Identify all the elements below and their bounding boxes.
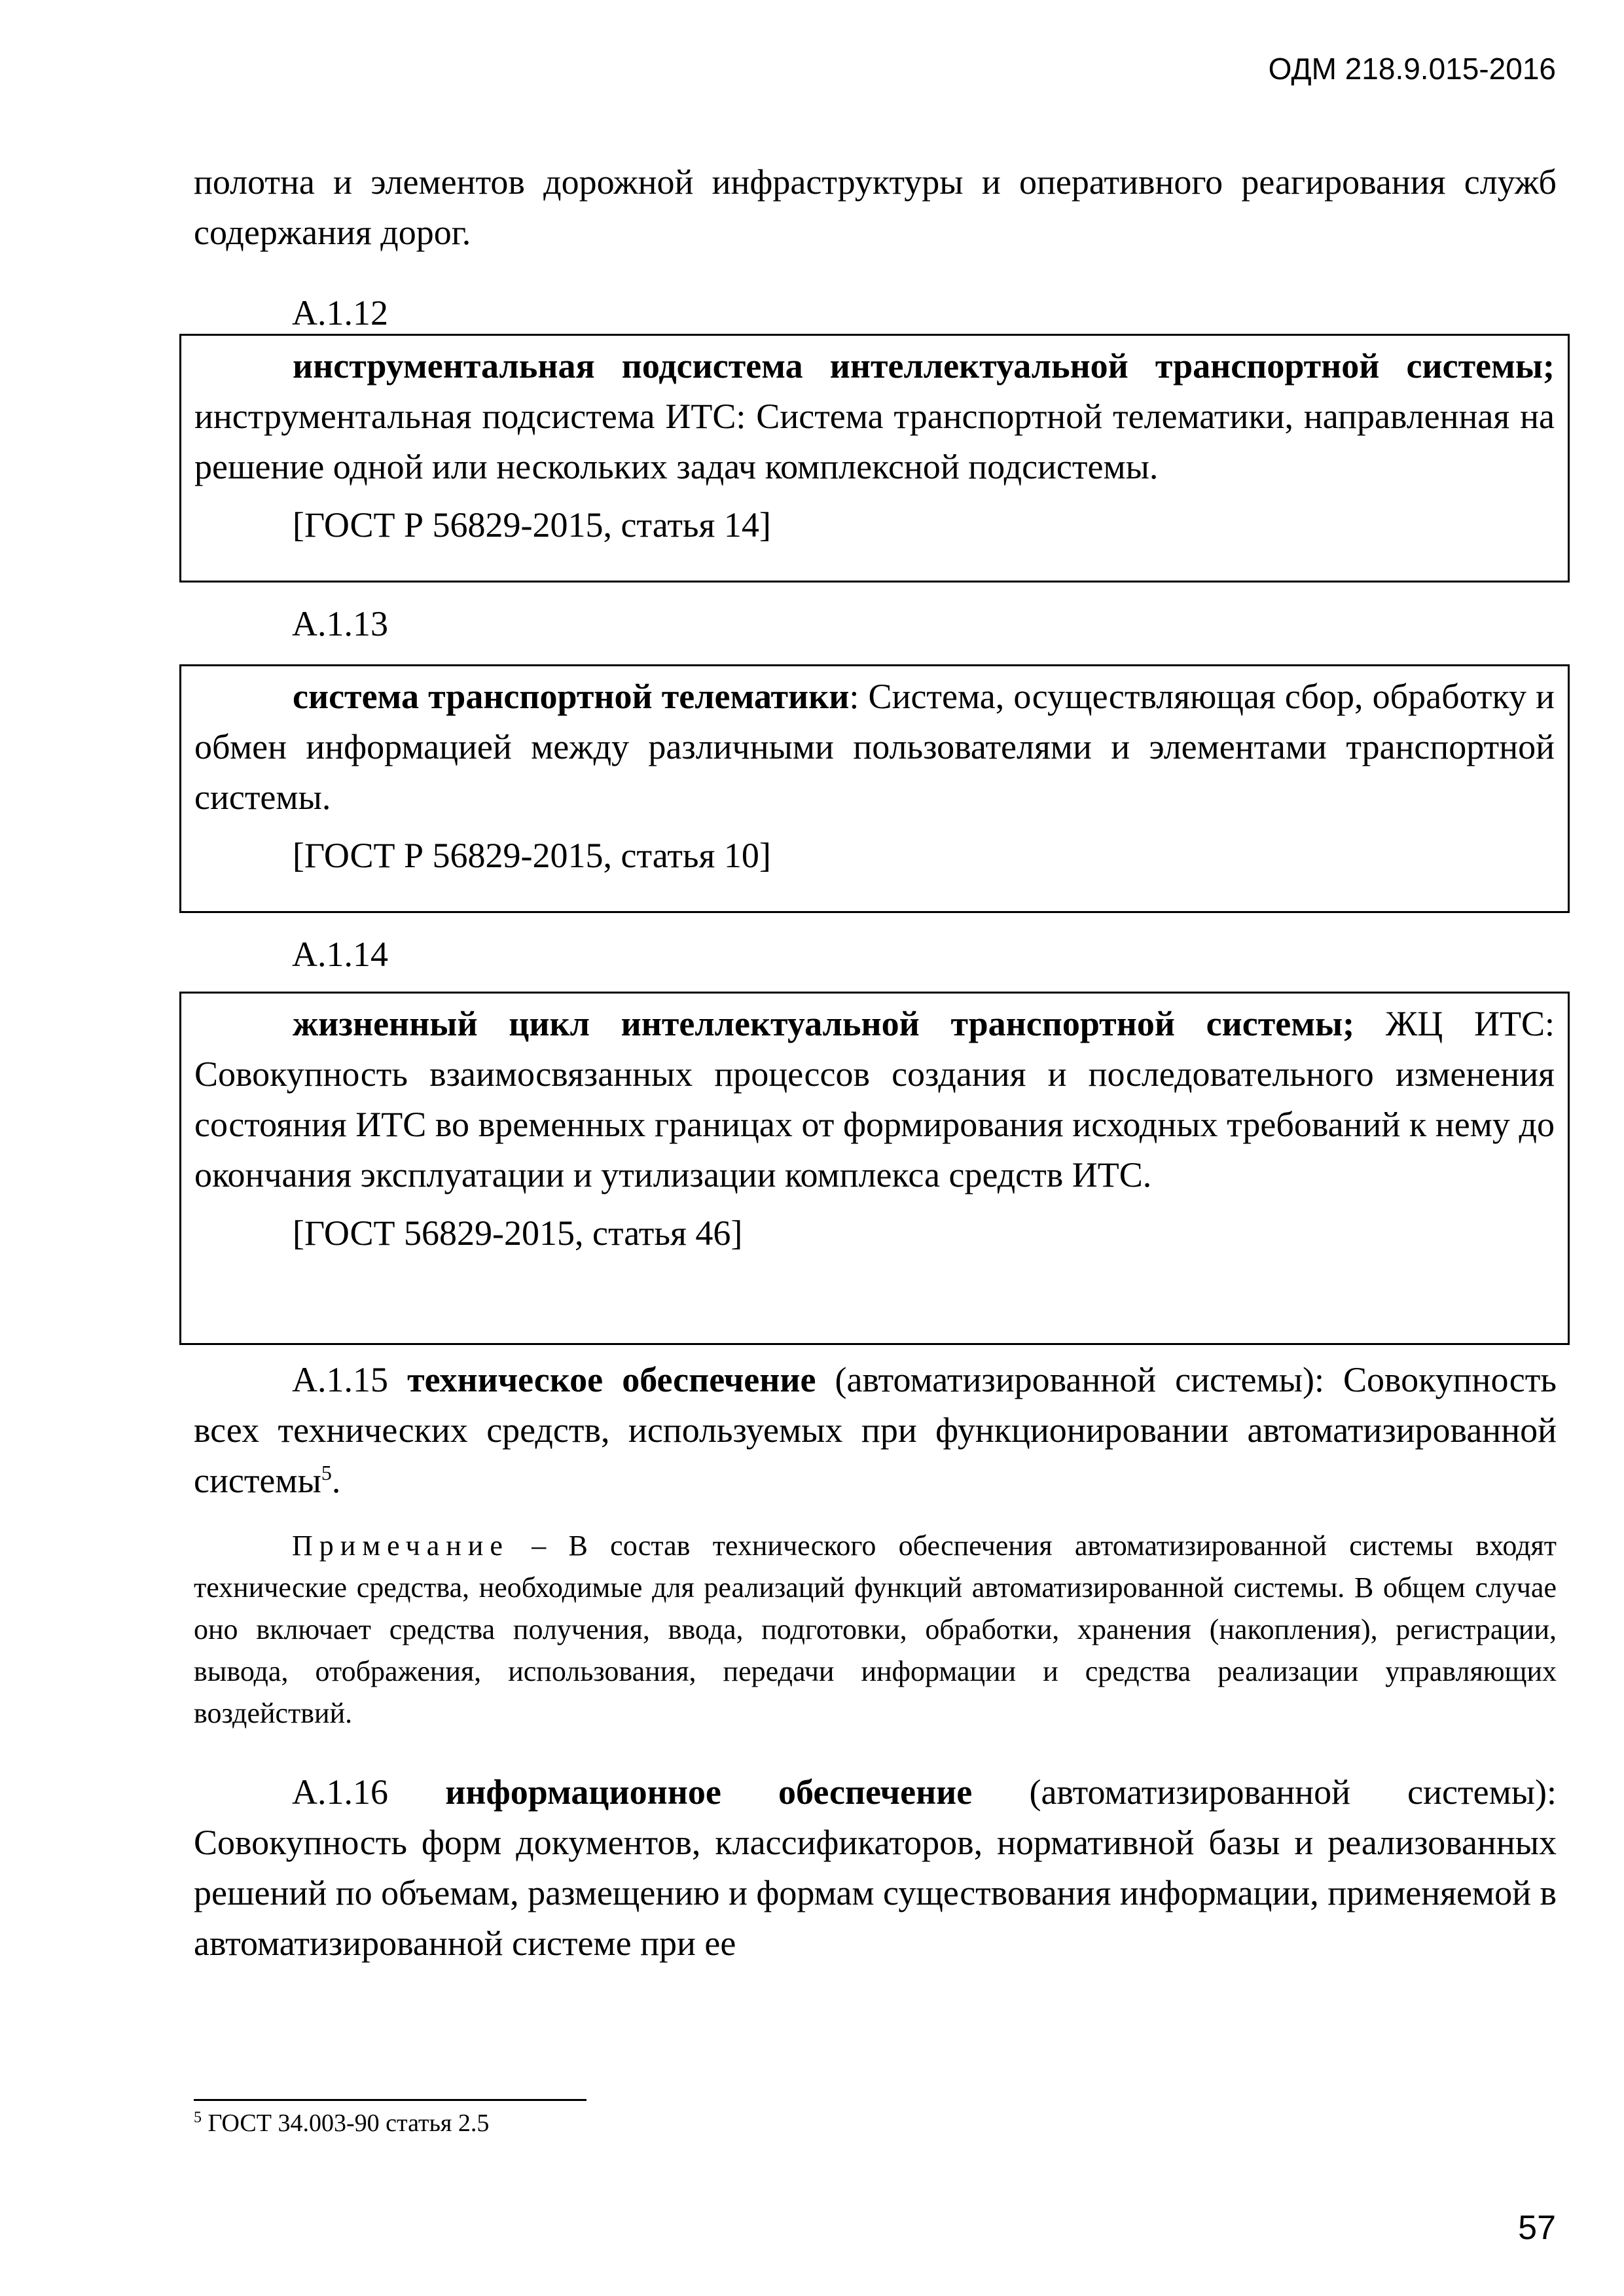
definition-12: инструментальная подсистема ИТС: Система транспортной телематики, направленная на решение одной или нескольких задач комплексной подсистемы. xyxy=(194,397,1555,486)
definition-14: ЖЦ ИТС: Совокупность взаимосвязанных процессов создания и последовательного изменения состояния ИТС во временных границах от формирования исходных требований к нему до окончания эксплуатации и утилизации комплекса средств ИТС. xyxy=(194,1004,1555,1194)
continuation-paragraph: полотна и элементов дорожной инфраструктуры и оперативного реагирования служб содержания дорог. xyxy=(194,162,1557,252)
note-label: Примечание xyxy=(292,1530,509,1562)
entry-number-14: А.1.14 xyxy=(292,935,388,974)
term-15: техническое обеспечение xyxy=(407,1360,816,1399)
definition-text-14 xyxy=(194,999,1555,1200)
footnote-ref-5[interactable]: 5 xyxy=(321,1461,332,1484)
definition-box-13 xyxy=(179,664,1570,913)
footnote-text: ГОСТ 34.003-90 статья 2.5 xyxy=(202,2109,490,2137)
term-12: инструментальная подсистема интеллектуальной транспортной системы; xyxy=(293,346,1555,386)
definition-text-13 xyxy=(194,672,1555,823)
entry-number-16: А.1.16 xyxy=(292,1772,388,1812)
definition-text-12 xyxy=(194,341,1555,492)
entry-16 xyxy=(194,1767,1557,1969)
note-paragraph xyxy=(194,1525,1557,1734)
term-13: система транспортной телематики xyxy=(293,677,850,716)
source-14: [ГОСТ 56829-2015, статья 46] xyxy=(293,1213,743,1253)
entry-number-12: А.1.12 xyxy=(292,293,388,332)
entry-number-13: А.1.13 xyxy=(292,604,388,643)
source-12: [ГОСТ Р 56829-2015, статья 14] xyxy=(293,505,771,545)
definition-box-14 xyxy=(179,992,1570,1345)
term-16: информационное обеспечение xyxy=(445,1772,973,1812)
note-text: – В состав технического обеспечения автоматизированной системы входят технические средства, необходимые для реализаций функций автоматизированной системы. В общем случае оно включает средства получения, ввода, подготовки, обработки, хранения (накопления), регистрации, вывода, отображения, использования, передачи информации и средства реализации управляющих воздействий. xyxy=(194,1530,1557,1729)
footnote-separator xyxy=(194,2099,586,2101)
page-number: 57 xyxy=(1518,2209,1556,2247)
entry-15 xyxy=(194,1355,1557,1506)
definition-15: (автоматизированной системы): Совокупность всех технических средств, используемых при функционировании автоматизированной системы xyxy=(194,1360,1557,1500)
footnote-mark: 5 xyxy=(194,2109,202,2126)
definition-box-12 xyxy=(179,334,1570,583)
source-13: [ГОСТ Р 56829-2015, статья 10] xyxy=(293,836,771,875)
term-14: жизненный цикл интеллектуальной транспортной системы; xyxy=(293,1004,1355,1043)
definition-16: (автоматизированной системы): Совокупность форм документов, классификаторов, нормативной базы и реализованных решений по объемам, размещению и формам существования информации, применяемой в автоматизированной системе при ее xyxy=(194,1772,1557,1963)
entry-number-15: А.1.15 xyxy=(292,1360,388,1399)
definition-15-end: . xyxy=(331,1461,341,1500)
document-code: ОДМ 218.9.015-2016 xyxy=(1268,52,1556,86)
definition-13: : Система, осуществляющая сбор, обработку и обмен информацией между различными пользователями и элементами транспортной системы. xyxy=(194,677,1555,817)
footnote xyxy=(194,2109,489,2138)
